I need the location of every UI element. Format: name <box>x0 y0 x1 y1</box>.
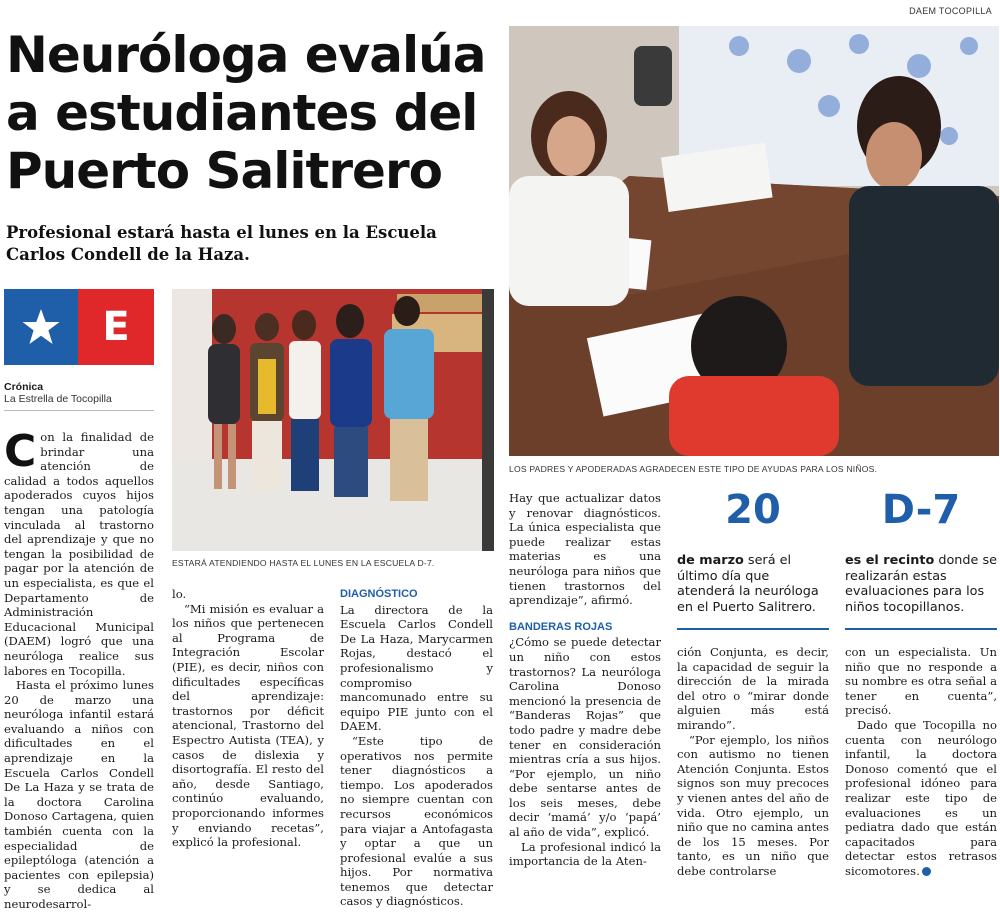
drop-cap: C <box>4 426 37 477</box>
stat-text: será el último día que atenderá la neuróloga en el Puerto Salitrero. <box>677 553 819 615</box>
article-column-3 <box>340 587 493 909</box>
stat-bold: es el recinto <box>845 553 935 568</box>
end-mark-icon <box>922 867 931 876</box>
paragraph: Hasta el próximo lunes 20 de marzo una neuróloga infantil estará evaluando a niños con dificultades en el aprendizaje en la Escuela Carlos Condell De La Haza y se trata de la doctora Carolina Donoso Cartagena, quien también cuenta con la especialidad de epileptóloga (atención a pacientes con epilepsia) y se dedica al neurodesarrol- <box>4 678 154 911</box>
paragraph: Dado que Tocopilla no cuenta con neurólogo infantil, la doctora Donoso comentó que el profesional idóneo para realizar este tipo de evaluaciones es un pediatra dado que están capacitados para detectar estos retrasos sicomotores. <box>845 717 997 878</box>
paragraph: lo. <box>172 587 187 601</box>
paragraph: ción Conjunta, es decir, la capacidad de seguir la dirección de la mirada del otro o “mirar donde alguien más está mirando”. <box>677 645 829 732</box>
newspaper-logo <box>4 289 154 365</box>
stat-description <box>677 553 829 615</box>
paragraph: La profesional indicó la importancia de la Aten- <box>509 839 661 869</box>
main-photo-caption: LOS PADRES Y APODERADAS AGRADECEN ESTE TIPO DE AYUDAS PARA LOS NIÑOS. <box>509 464 878 474</box>
byline-section: Crónica <box>4 381 44 393</box>
stat-number: D-7 <box>881 487 961 533</box>
main-photo <box>509 26 999 456</box>
paragraph: “Este tipo de operativos nos permite tener diagnósticos a tiempo. Los apoderados no siempre cuentan con recursos económicos para viajar a Antofagasta y optar a que un profesional evalúe a sus hijos. Por normativa tenemos que detectar casos y diagnósticos. <box>340 733 493 909</box>
star-icon <box>4 289 78 365</box>
article-column-2 <box>172 587 324 850</box>
section-tag: DAEM TOCOPILLA <box>909 6 992 16</box>
logo-letter-box <box>78 289 154 365</box>
section-subhead: BANDERAS ROJAS <box>509 620 613 633</box>
stat-text: donde se realizarán estas evaluaciones para los niños tocopillanos. <box>845 553 998 615</box>
paragraph: Hay que actualizar datos y renovar diagnósticos. La única especialista que puede realizar estas materias es una neuróloga para niños que tienen trastornos del aprendizaje”, afirmó. <box>509 491 661 608</box>
group-photo <box>172 289 494 551</box>
paragraph: “Mi misión es evaluar a los niños que pertenecen al Programa de Integración Escolar (PIE), es decir, niños con dificultades específicas del aprendizaje: trastornos por déficit atencional, Trastorno del Espectro Autista (TEA), y casos de dislexia y disortografía. El resto del año, desde Santiago, continúo evaluando, proporcionando informes y enviando recetas”, explicó la profesional. <box>172 601 324 850</box>
subheadline: Profesional estará hasta el lunes en la Escuela Carlos Condell de la Haza. <box>6 223 437 264</box>
article-column-6 <box>845 645 997 879</box>
stat-number: 20 <box>725 487 781 533</box>
stat-bold: de marzo <box>677 553 744 568</box>
article-column-4 <box>509 491 661 869</box>
logo-letter: E <box>102 304 130 350</box>
paragraph: “Por ejemplo, los niños con autismo no tienen Atención Conjunta. Estos signos son muy precoces y vienen antes del año de vida. Otro ejemplo, un niño que no camina antes de los 15 meses. Por tanto, es un niño que debe controlarse <box>677 732 829 878</box>
divider <box>4 410 154 411</box>
article-column-1 <box>4 426 154 912</box>
stat-description <box>845 553 997 615</box>
group-photo-caption: ESTARÁ ATENDIENDO HASTA EL LUNES EN LA ESCUELA D-7. <box>172 558 435 568</box>
stat-divider <box>845 628 997 630</box>
headline: Neuróloga evalúa a estudiantes del Puerto Salitrero <box>6 26 486 200</box>
paragraph: con un especialista. Un niño que no responde a su nombre es otra señal a tener en cuenta”, precisó. <box>845 645 997 718</box>
section-subhead: DIAGNÓSTICO <box>340 588 418 600</box>
paragraph: ¿Cómo se puede detectar un niño con estos trastornos? La neuróloga Carolina Donoso mencionó la presencia de “Banderas Rojas” que todo padre y madre debe tener en consideración mientras cría a sus hijos. “Por ejemplo, un niño debe sentarse antes de los seis meses, debe decir ‘mamá’ y/o ‘papá’ al año de vida”, explicó. <box>509 635 661 840</box>
byline-paper: La Estrella de Tocopilla <box>4 393 112 405</box>
paragraph: on la finalidad de brindar una atención de calidad a todos aquellos apoderados cuyos hijos tengan una patología vinculada al trastorno del aprendizaje y que no tengan la posibilidad de pagar por la atención de un especialista, es que el Departamento de Administración Educacional Municipal (DAEM) logró que una neuróloga realice sus labores en Tocopilla. <box>4 430 154 678</box>
paragraph: La directora de la Escuela Carlos Condell De La Haza, Marycarmen Rojas, destacó el profesionalismo y compromiso mancomunado entre su equipo PIE junto con el DAEM. <box>340 602 493 734</box>
stat-divider <box>677 628 829 630</box>
article-column-5 <box>677 645 829 879</box>
